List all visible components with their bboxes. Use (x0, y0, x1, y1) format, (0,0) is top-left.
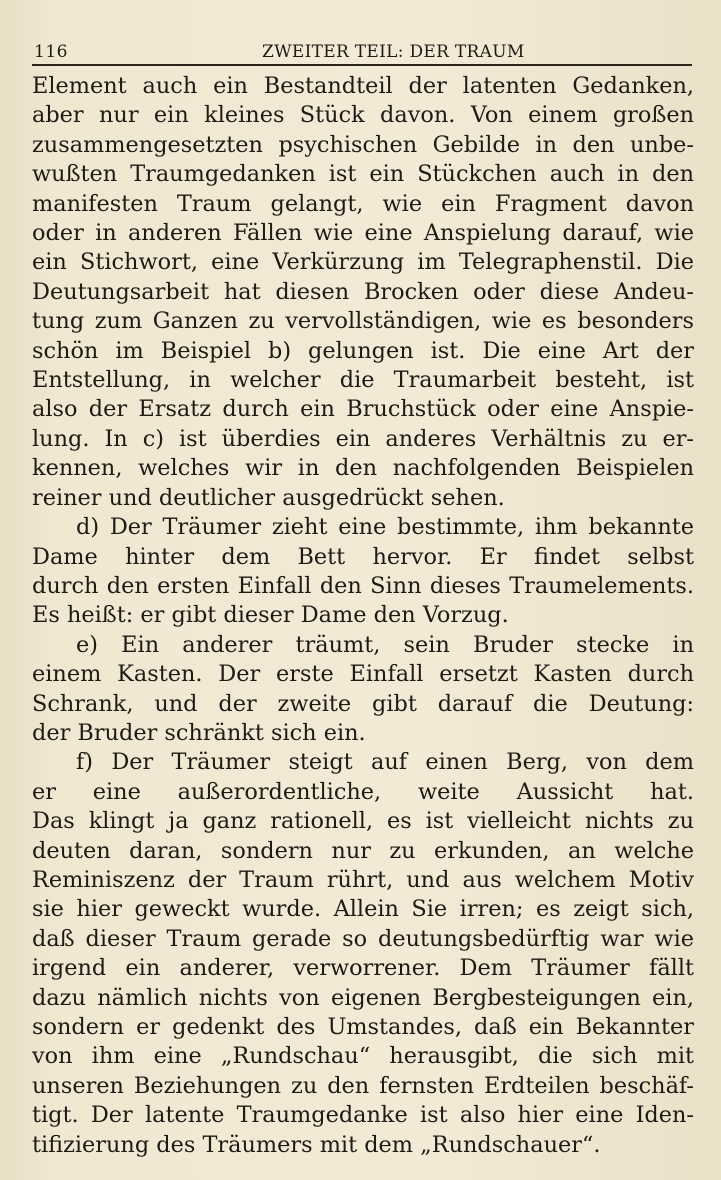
running-title: ZWEITER TEIL: DER TRAUM (262, 42, 525, 62)
text-line: Deutungsarbeit hat diesen Brocken oder diese Andeu- (32, 278, 694, 305)
text-line: Entstellung, in welcher die Traumarbeit besteht, ist (32, 367, 694, 394)
text-line: Es heißt: er gibt dieser Dame den Vorzug. (32, 602, 509, 629)
text-line: reiner und deutlicher ausgedrückt sehen. (32, 484, 505, 511)
text-line: schön im Beispiel b) gelungen ist. Die eine Art der (32, 337, 694, 364)
text-line: aber nur ein kleines Stück davon. Von einem großen (32, 102, 694, 129)
text-line: tigt. Der latente Traumgedanke ist also hier eine Iden- (32, 1102, 694, 1129)
paragraph-f-line: f) Der Träumer steigt auf einen Berg, von dem (76, 749, 694, 776)
text-line: daß dieser Traum gerade so deutungsbedürftig war wie (32, 925, 694, 952)
text-line: der Bruder schränkt sich ein. (32, 719, 366, 746)
paragraph-e-line: e) Ein anderer träumt, sein Bruder stecke in (76, 631, 694, 658)
text-line: ein Stichwort, eine Verkürzung im Telegraphenstil. Die (32, 249, 694, 276)
text-line: Reminiszenz der Traum rührt, und aus welchem Motiv (32, 866, 694, 893)
page-header (32, 40, 692, 66)
body-text (32, 72, 694, 1160)
text-line: Das klingt ja ganz rationell, es ist vielleicht nichts zu (32, 808, 694, 835)
text-line: tifizierung des Träumers mit dem „Rundschauer“. (32, 1131, 601, 1158)
text-line: deuten daran, sondern nur zu erkunden, an welche (32, 837, 694, 864)
page-number: 116 (34, 42, 68, 62)
text-line: Element auch ein Bestandteil der latenten Gedanken, (32, 73, 694, 99)
text-line: also der Ersatz durch ein Bruchstück oder eine Anspie- (32, 396, 694, 423)
text-line: zusammengesetzten psychischen Gebilde in den unbe- (32, 131, 694, 158)
text-line: unseren Beziehungen zu den fernsten Erdteilen beschäf- (32, 1072, 694, 1099)
text-line: wußten Traumgedanken ist ein Stückchen auch in den (32, 161, 694, 188)
text-line: sondern er gedenkt des Umstandes, daß ein Bekannter (32, 1014, 694, 1040)
text-line: irgend ein anderer, verworrener. Dem Träumer fällt (32, 955, 694, 982)
text-line: sie hier geweckt wurde. Allein Sie irren; es zeigt sich, (32, 896, 694, 923)
text-line: einem Kasten. Der erste Einfall ersetzt Kasten durch (32, 661, 694, 688)
text-line: Dame hinter dem Bett hervor. Er findet selbst (32, 543, 694, 570)
text-line: lung. In c) ist überdies ein anderes Verhältnis zu er- (32, 425, 694, 452)
text-line: dazu nämlich nichts von eigenen Bergbesteigungen ein, (32, 984, 694, 1011)
text-line: oder in anderen Fällen wie eine Anspielung darauf, wie (32, 220, 694, 247)
text-line: er eine außerordentliche, weite Aussicht hat. (32, 778, 694, 805)
text-line: Schrank, und der zweite gibt darauf die Deutung: (32, 690, 694, 717)
text-line: kennen, welches wir in den nachfolgenden Beispielen (32, 455, 694, 482)
paragraph-d-line: d) Der Träumer zieht eine bestimmte, ihm bekannte (76, 514, 694, 541)
text-line: durch den ersten Einfall den Sinn dieses Traumelements. (32, 572, 694, 599)
text-line: von ihm eine „Rundschau“ herausgibt, die sich mit (32, 1043, 694, 1070)
text-line: tung zum Ganzen zu vervollständigen, wie es besonders (32, 308, 694, 335)
text-line: manifesten Traum gelangt, wie ein Fragment davon (32, 190, 694, 217)
